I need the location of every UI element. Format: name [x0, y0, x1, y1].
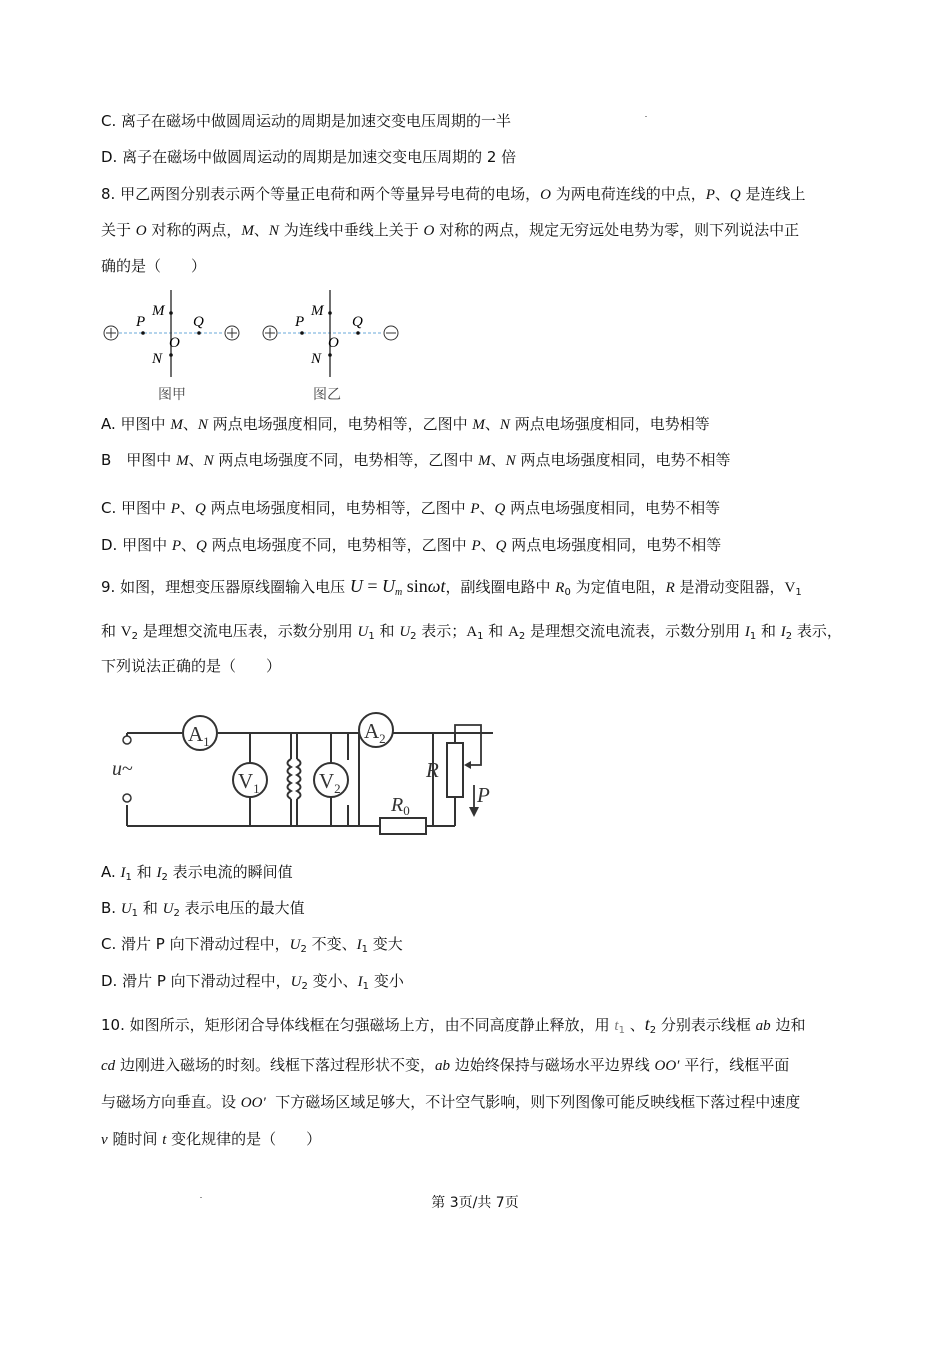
q9-option-b: B. $U_1$ 和 $U_2$ 表示电压的最大值 [101, 899, 305, 919]
rheostat-icon [447, 743, 463, 797]
arrow-down-icon [469, 807, 479, 817]
q7-option-c: C. 离子在磁场中做圆周运动的周期是加速交变电压周期的一半 [101, 112, 512, 130]
label-o: O [169, 335, 180, 351]
a2-label: $A_2$ [364, 719, 386, 746]
q8-stem-line-2: 关于 O 对称的两点，M、N 为连线中垂线上关于 O 对称的两点，规定无穷远处电势为零，则下列说法中正 [101, 221, 800, 239]
primary-coil-icon [288, 759, 292, 799]
label-m: M [152, 303, 165, 319]
q10-stem-line-4: v 随时间 t 变化规律的是（ ） [101, 1130, 322, 1148]
page-footer: 第 3页/共 7页 [431, 1195, 519, 1211]
q10-stem-line-3: 与磁场方向垂直。设 OO′ 下方磁场区域足够大，不计空气影响，则下列图像可能反映线框下落过程中速度 [101, 1093, 801, 1111]
p-label: P [477, 783, 490, 807]
label-o: O [328, 335, 339, 351]
q8-option-c: C. 甲图中 P、Q 两点电场强度相同，电势相等，乙图中 P、Q 两点电场强度相同，电势不相等 [101, 499, 721, 517]
q9-option-a: A. $I_1$ 和 $I_2$ 表示电流的瞬间值 [101, 863, 293, 883]
label-p: P [136, 314, 146, 330]
q10-stem-line-1: 10. 如图所示，矩形闭合导体线框在匀强磁场上方，由不同高度静止释放，用 $t_1$ 、$t_2$ 分别表示线框 ab 边和 [101, 1014, 806, 1036]
q8-option-a: A. 甲图中 M、N 两点电场强度相同，电势相等，乙图中 M、N 两点电场强度相同，电势相等 [101, 415, 710, 433]
q7-option-d: D. 离子在磁场中做圆周运动的周期是加速交变电压周期的 2 倍 [101, 148, 517, 166]
v2-label: $V_2$ [319, 769, 341, 796]
figure-a-caption: 图甲 [158, 387, 186, 403]
label-q: Q [352, 314, 363, 330]
scan-speck [645, 116, 647, 117]
q8-stem-line-1: 8. 甲乙两图分别表示两个等量正电荷和两个等量异号电荷的电场，O 为两电荷连线的中点，P、Q 是连线上 [101, 185, 806, 203]
source-label: u~ [112, 758, 133, 780]
q9-stem-line-2: 和 $V_2$ 是理想交流电压表，示数分别用 $U_1$ 和 $U_2$ 表示；$A_1$ 和 $A_2$ 是理想交流电流表，示数分别用 $I_1$ 和 $I_2$ 表示， [101, 622, 842, 642]
q8-option-d: D. 甲图中 P、Q 两点电场强度不同，电势相等，乙图中 P、Q 两点电场强度相同，电势不相等 [101, 536, 722, 554]
label-n: N [152, 351, 163, 367]
q9-circuit [100, 705, 520, 840]
q9-option-d: D. 滑片 P 向下滑动过程中，$U_2$ 变小、$I_1$ 变小 [101, 972, 404, 992]
q9-stem-line-3: 下列说法正确的是（ ） [101, 657, 282, 675]
label-n: N [311, 351, 322, 367]
secondary-coil-icon [297, 759, 301, 799]
q10-stem-line-2: cd 边刚进入磁场的时刻。线框下落过程形状不变，ab 边始终保持与磁场水平边界线 OO′ 平行，线框平面 [101, 1056, 790, 1074]
figure-b-caption: 图乙 [313, 387, 341, 403]
r-label: R [426, 758, 439, 782]
r0-label: $R_0$ [391, 794, 410, 818]
terminal-icon [123, 736, 131, 744]
q9-formula: U [349, 576, 363, 596]
q8-figure-a [104, 290, 239, 403]
q8-option-b: B 甲图中 M、N 两点电场强度不同，电势相等，乙图中 M、N 两点电场强度相同，电势不相等 [101, 451, 731, 469]
label-q: Q [193, 314, 204, 330]
q8-figure-b [263, 290, 398, 403]
q9-option-c: C. 滑片 P 向下滑动过程中，$U_2$ 不变、$I_1$ 变大 [101, 935, 403, 955]
v1-label: $V_1$ [238, 769, 260, 796]
resistor-r0-icon [380, 818, 426, 834]
terminal-icon [123, 794, 131, 802]
q9-stem-line-1: 9. 如图，理想变压器原线圈输入电压 $U = U_m$ sinωt，副线圈电路中 $R_0$ 为定值电阻，R 是滑动变阻器，$V_1$ [101, 576, 802, 598]
q8-figure [100, 285, 410, 405]
label-m: M [311, 303, 324, 319]
label-p: P [295, 314, 305, 330]
q8-stem-line-3: 确的是（ ） [101, 257, 207, 275]
a1-label: $A_1$ [188, 722, 210, 749]
